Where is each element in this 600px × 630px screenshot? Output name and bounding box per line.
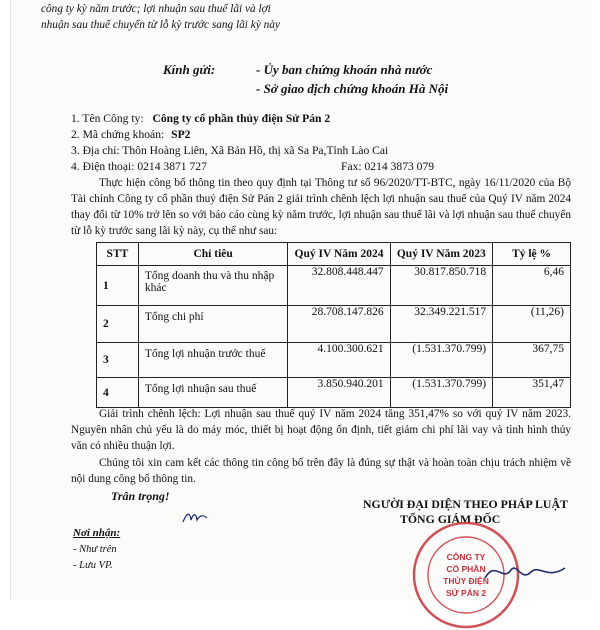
row-q2024: 4.100.300.621 — [288, 343, 390, 378]
stock-code-value: SP2 — [171, 128, 191, 141]
recipients-label: Nơi nhận: — [73, 527, 121, 539]
row-q2023: (1.531.370.799) — [390, 378, 492, 408]
row-item: Tổng chi phí — [138, 306, 288, 343]
row-percent: 351,47 — [493, 378, 571, 408]
row-percent: 6,46 — [493, 266, 571, 306]
table-row — [97, 378, 571, 408]
row-item: Tổng lợi nhuận sau thuế — [138, 378, 288, 408]
explanation-paragraph: Giải trình chênh lệch: Lợi nhuận sau thuế quý IV năm 2024 tăng 351,47% so với quý IV năm 2023. Nguyên nhân chủ yếu là do máy móc, thiết bị hoạt động ổn định, tiết giảm chi phí lãi vay và tình hình thủy văn có nhiều thuận lợi. — [71, 408, 571, 452]
row-q2023: (1.531.370.799) — [390, 343, 492, 378]
row-q2023: 32.349.221.517 — [390, 306, 492, 343]
header-q2024: Quý IV Năm 2024 — [288, 243, 390, 266]
table-row — [97, 306, 571, 343]
table-row — [97, 266, 571, 306]
row-stt: 4 — [97, 378, 139, 408]
row-q2023: 30.817.850.718 — [390, 266, 492, 306]
row-percent: 367,75 — [493, 343, 571, 378]
recipient-item: - Như trên — [73, 544, 117, 555]
stock-code-label: 2. Mã chứng khoán: — [71, 128, 165, 141]
company-name-line — [71, 111, 330, 126]
row-stt: 1 — [97, 266, 139, 306]
company-address: 3. Địa chỉ: Thôn Hoàng Liên, Xã Bản Hồ, thị xã Sa Pa,Tỉnh Lào Cai — [71, 144, 389, 157]
director-title: TỔNG GIÁM ĐỐC — [400, 512, 501, 526]
seal-text-line2: CỔ PHẦN — [446, 564, 486, 574]
row-q2024: 32.808.448.447 — [288, 266, 390, 306]
header-q2023: Quý IV Năm 2023 — [390, 243, 492, 266]
addressee-line-2: - Sở giao dịch chứng khoán Hà Nội — [256, 81, 449, 96]
commitment-paragraph: Chúng tôi xin cam kết các thông tin công bố trên đây là đúng sự thật và hoàn toàn chịu trách nhiệm về nội dung công bố thông tin. — [71, 457, 571, 485]
recipient-item: - Lưu VP. — [73, 560, 113, 571]
header-item: Chỉ tiêu — [138, 243, 288, 266]
row-item: Tổng doanh thu và thu nhập khác — [138, 266, 288, 306]
stock-code-line — [71, 127, 190, 142]
addressee-line-1: - Ủy ban chứng khoán nhà nước — [256, 62, 433, 77]
row-q2024: 28.708.147.826 — [288, 306, 390, 343]
table-header-row — [97, 243, 571, 266]
director-signature — [481, 552, 571, 592]
header-stt: STT — [97, 243, 139, 266]
profit-comparison-table — [96, 242, 571, 408]
header-percent: Tỷ lệ % — [493, 243, 571, 266]
seal-text-line4: SỬ PÁN 2 — [445, 588, 487, 598]
row-stt: 2 — [97, 306, 139, 343]
addressee-label: Kính gửi: — [163, 62, 216, 77]
row-percent: (11,26) — [493, 306, 571, 343]
intro-paragraph: Thực hiện công bố thông tin theo quy định tại Thông tư số 96/2020/TT-BTC, ngày 16/11/2020 của Bộ Tài chính Công ty cổ phần thuỷ điện Sử Pán 2 giải trình chênh lệch lợi nhuận sau thuế của Quý IV năm 2024 thay đổi từ 10% trở lên so với báo cáo cùng kỳ năm trước, lợi nhuận sau thuế lãi và lợi nhuận sau thuế chuyển từ lỗ kỳ trước sang lãi kỳ này, cụ thể như sau: — [71, 177, 571, 237]
company-fax: Fax: 0214 3873 079 — [341, 160, 435, 173]
initials-signature — [181, 508, 221, 528]
company-name-label: 1. Tên Công ty: — [71, 112, 144, 125]
previous-page-text: công ty kỳ năm trước; lợi nhuận sau thuế lãi và lợi nhuận sau thuế chuyển từ lỗ kỳ trước sang lãi kỳ này — [41, 3, 280, 31]
document-page — [10, 0, 591, 600]
seal-text-line3: THỦY ĐIỆN — [443, 576, 489, 586]
row-item: Tổng lợi nhuận trước thuế — [138, 343, 288, 378]
table-row — [97, 343, 571, 378]
company-name-value: Công ty cổ phần thủy điện Sử Pán 2 — [152, 112, 331, 125]
representative-title: NGƯỜI ĐẠI DIỆN THEO PHÁP LUẬT — [363, 497, 568, 511]
row-stt: 3 — [97, 343, 139, 378]
company-phone: 4. Điện thoại: 0214 3871 727 — [71, 160, 207, 173]
seal-text-line1: CÔNG TY — [446, 552, 486, 562]
closing-greeting: Trân trọng! — [111, 489, 170, 503]
row-q2024: 3.850.940.201 — [288, 378, 390, 408]
